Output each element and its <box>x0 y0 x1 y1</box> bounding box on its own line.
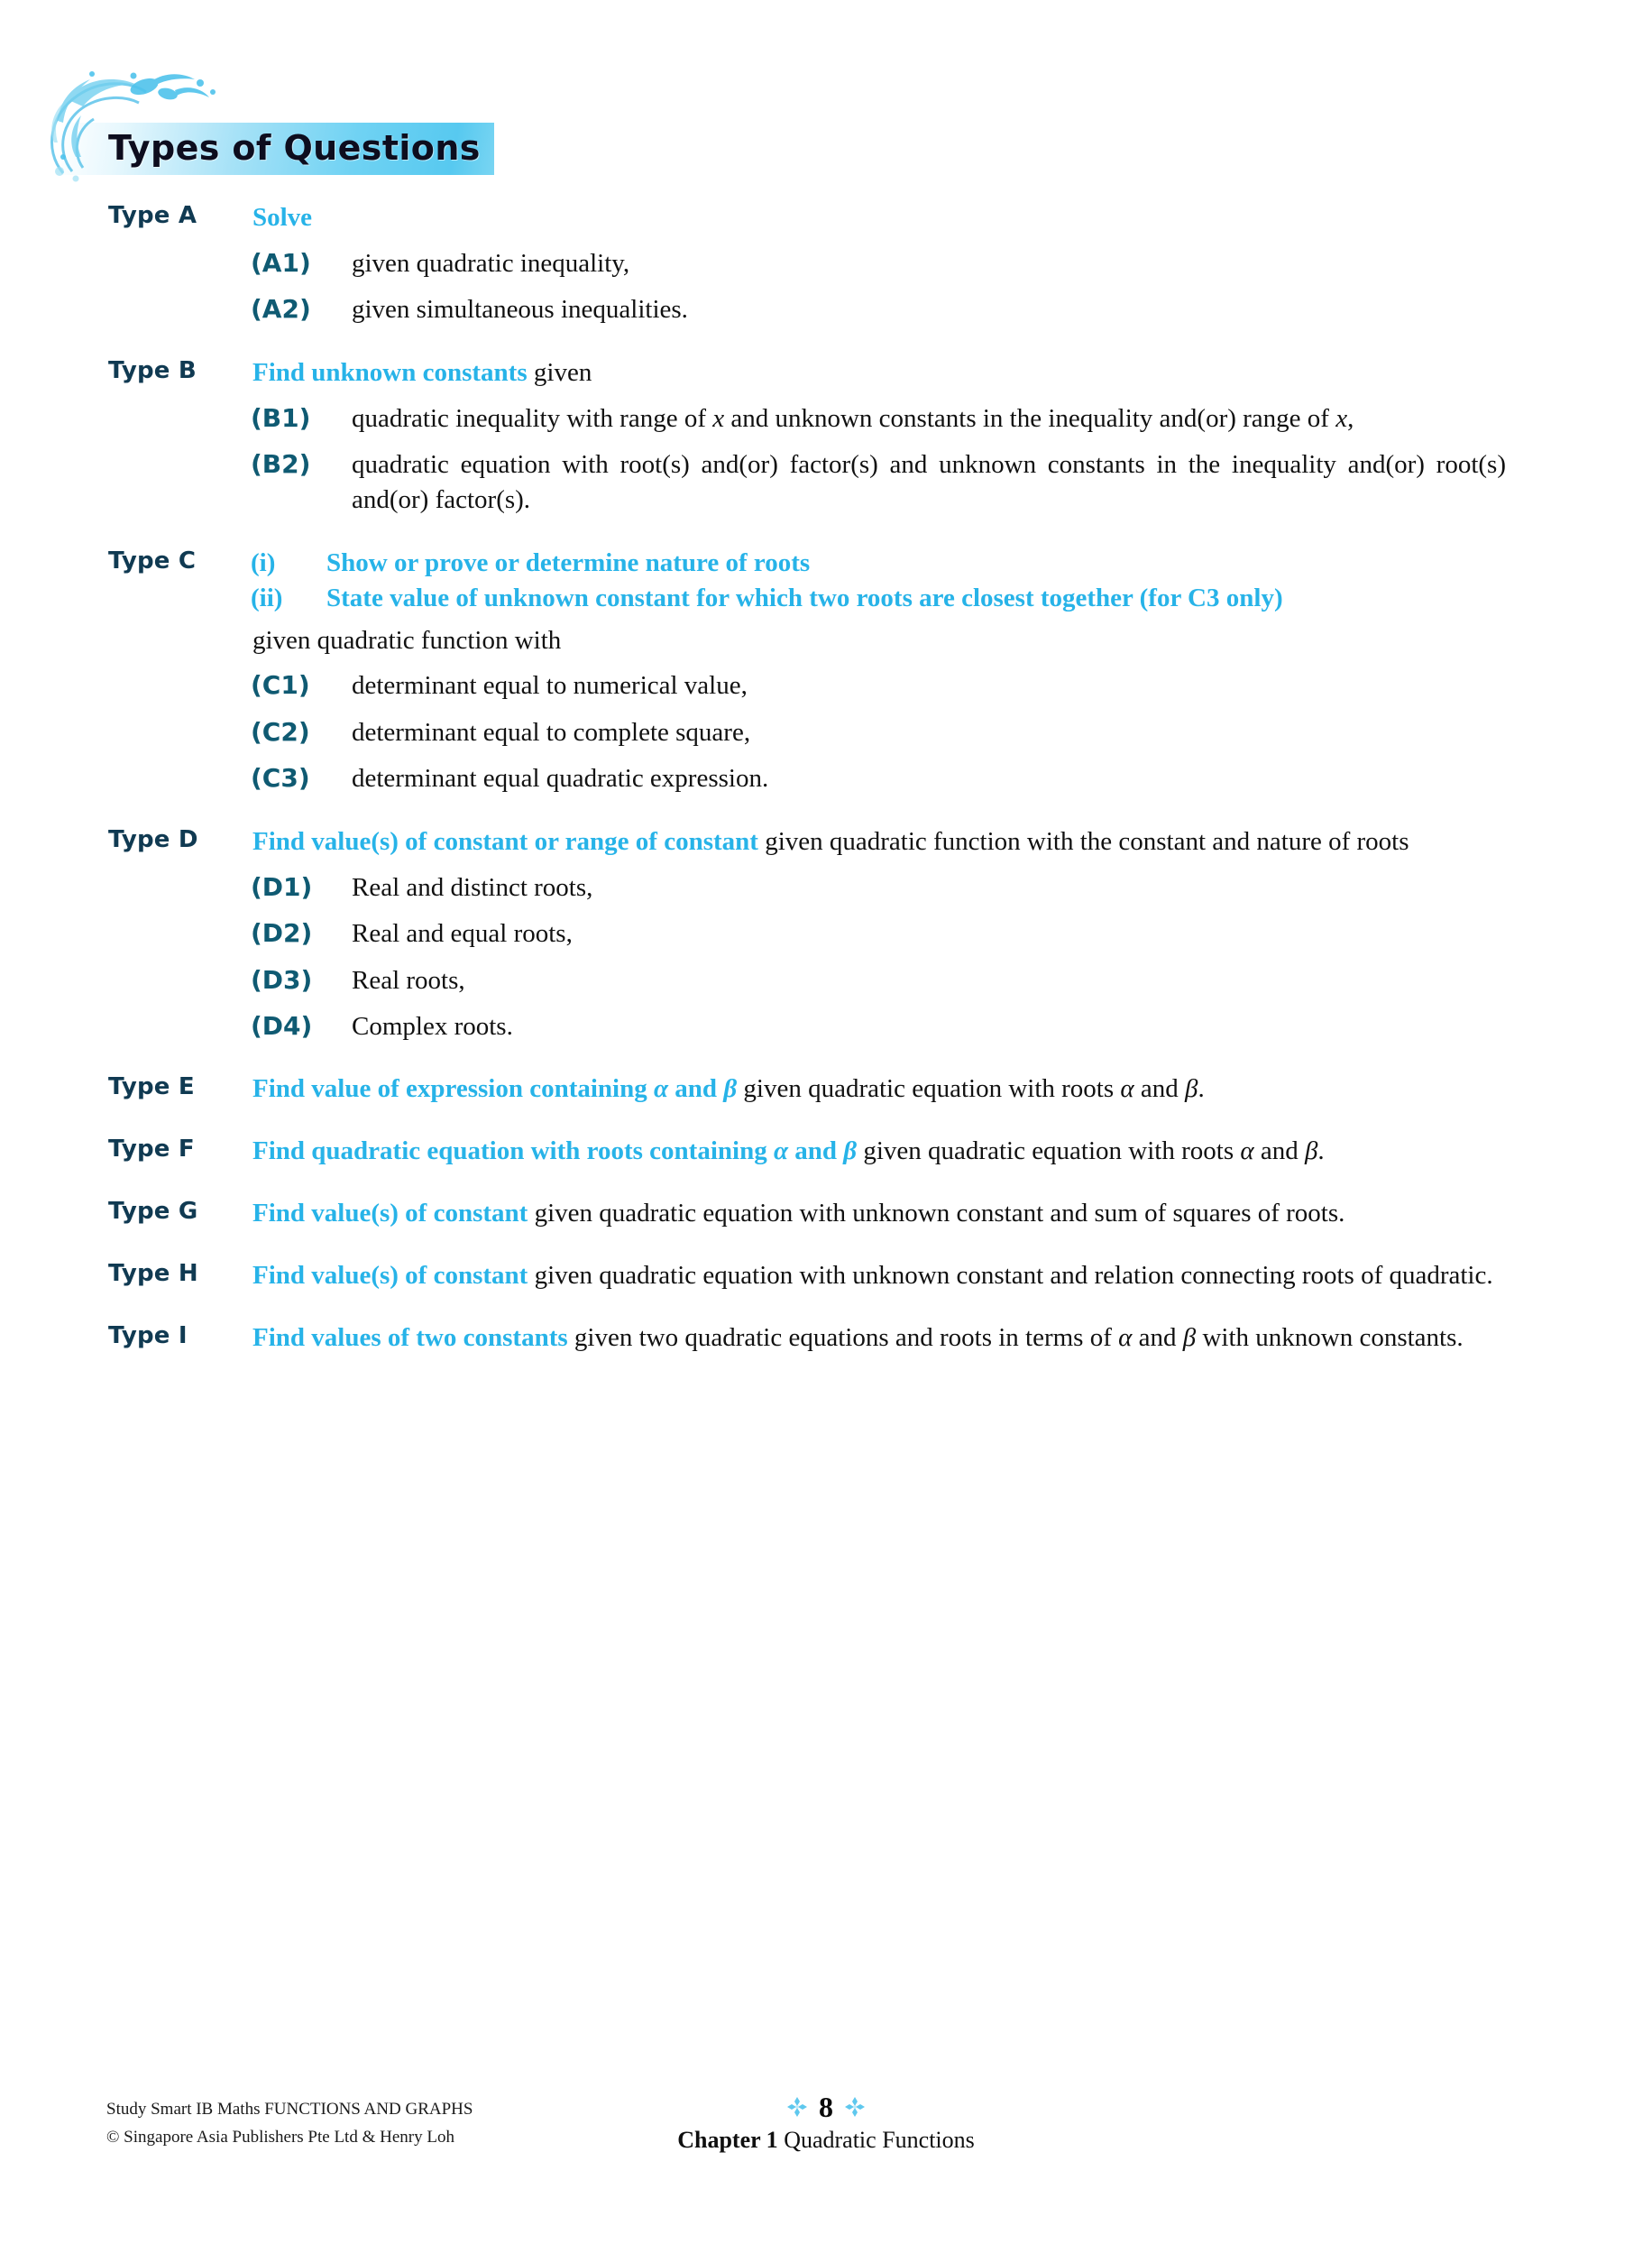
banner-title: Types of Questions <box>108 128 481 168</box>
sub-item-text-d1: Real and distinct roots, <box>352 872 593 902</box>
type-heading-row-g <box>0 1196 1652 1231</box>
type-heading-b <box>252 355 1506 391</box>
page-number-row <box>0 2089 1652 2125</box>
alpha-symbol-f: α <box>773 1136 788 1166</box>
type-label-b: Type B <box>108 356 197 384</box>
alpha-symbol-e: α <box>654 1074 669 1104</box>
diamond-cluster-icon-right <box>844 2096 866 2118</box>
spacer <box>0 1293 1652 1320</box>
roman-row-c-ii <box>252 581 1506 616</box>
type-heading-cyan-e-pre: Find value of expression containing <box>252 1074 654 1104</box>
sub-item-c2 <box>0 715 1652 750</box>
type-heading-f <box>252 1134 1506 1169</box>
type-heading-row-b <box>0 355 1652 391</box>
type-label-e: Type E <box>108 1073 195 1101</box>
sub-item-code-b1: (B1) <box>251 402 311 433</box>
sub-item-text-a1: given quadratic inequality, <box>352 248 630 278</box>
sub-item-code-d2: (D2) <box>251 918 313 949</box>
roman-text-c-ii: State value of unknown constant for which two roots are closest together (for C3 only) <box>326 583 1283 612</box>
type-heading-cyan-f-pre: Find quadratic equation with roots containing <box>252 1136 774 1166</box>
type-heading-black-e: given quadratic equation with roots α and β. <box>737 1074 1205 1104</box>
type-label-c: Type C <box>108 547 197 575</box>
spacer <box>0 519 1652 546</box>
type-label-h: Type H <box>108 1259 198 1287</box>
page-number: 8 <box>819 2090 833 2123</box>
section-banner <box>36 110 494 180</box>
type-label-d: Type D <box>108 825 198 853</box>
sub-item-d4 <box>0 1009 1652 1044</box>
sub-item-d2 <box>0 916 1652 952</box>
type-block-e <box>0 1071 1652 1107</box>
sub-item-text-d2: Real and equal roots, <box>352 919 573 949</box>
type-block-i <box>0 1320 1652 1356</box>
sub-item-a1 <box>0 246 1652 281</box>
type-heading-cyan-i: Find values of two constants <box>252 1322 568 1352</box>
type-heading-row-d <box>0 824 1652 860</box>
beta-symbol-f: β <box>843 1136 858 1166</box>
type-heading-cyan-d: Find value(s) of constant or range of constant <box>252 826 758 856</box>
roman-code-c-i: (i) <box>251 547 276 577</box>
footer-chapter-title: Quadratic Functions <box>784 2127 975 2153</box>
sub-item-code-a1: (A1) <box>251 247 311 278</box>
spacer <box>0 1169 1652 1196</box>
type-heading-g <box>252 1196 1506 1231</box>
footer-center <box>0 2089 1652 2154</box>
sub-item-c3 <box>0 761 1652 796</box>
sub-item-d1 <box>0 870 1652 906</box>
type-heading-d <box>252 824 1506 860</box>
type-heading-cyan-a: Solve <box>252 203 313 232</box>
footer-book-line: Study Smart IB Maths FUNCTIONS AND GRAPHS <box>106 2100 473 2119</box>
sub-item-text-a2: given simultaneous inequalities. <box>352 295 688 325</box>
sub-item-code-d3: (D3) <box>251 964 313 995</box>
type-heading-black-b: given <box>527 357 592 387</box>
sub-item-b2 <box>0 447 1652 519</box>
beta-symbol-e: β <box>723 1074 738 1104</box>
type-label-f: Type F <box>108 1136 195 1163</box>
sub-item-code-c2: (C2) <box>251 716 310 747</box>
sub-item-c1 <box>0 668 1652 704</box>
sub-item-text-b1: quadratic inequality with range of x and unknown constants in the inequality and(or) range of x, <box>352 403 1354 433</box>
type-heading-black-g: given quadratic equation with unknown constant and sum of squares of roots. <box>528 1199 1345 1228</box>
type-heading-black-f: given quadratic equation with roots α and β. <box>857 1136 1325 1166</box>
type-continuation-c: given quadratic function with <box>252 625 562 655</box>
type-block-g <box>0 1196 1652 1231</box>
type-heading-cyan-h: Find value(s) of constant <box>252 1260 528 1290</box>
type-heading-row-a <box>0 200 1652 235</box>
roman-row-c-i <box>252 546 1506 581</box>
type-heading-row-e <box>0 1071 1652 1107</box>
sub-item-text-d4: Complex roots. <box>352 1011 513 1041</box>
type-heading-black-h: given quadratic equation with unknown constant and relation connecting roots of quadratic. <box>528 1260 1493 1290</box>
type-heading-cyan-g: Find value(s) of constant <box>252 1199 528 1228</box>
footer-chapter-line <box>0 2127 1652 2154</box>
sub-item-d3 <box>0 963 1652 998</box>
type-label-g: Type G <box>108 1198 198 1226</box>
sub-item-code-d4: (D4) <box>251 1010 313 1041</box>
sub-item-code-c3: (C3) <box>251 763 310 794</box>
type-block-f <box>0 1134 1652 1169</box>
type-heading-black-d: given quadratic function with the constant and nature of roots <box>757 826 1409 856</box>
sub-item-text-c3: determinant equal quadratic expression. <box>352 764 769 794</box>
sub-item-code-b2: (B2) <box>251 449 311 480</box>
sub-item-text-c2: determinant equal to complete square, <box>352 717 751 747</box>
sub-item-text-d3: Real roots, <box>352 965 465 995</box>
sub-item-b1 <box>0 401 1652 437</box>
type-heading-h <box>252 1258 1506 1293</box>
spacer <box>0 1231 1652 1258</box>
type-block-a <box>0 200 1652 328</box>
type-heading-row-i <box>0 1320 1652 1356</box>
type-heading-e <box>252 1071 1506 1107</box>
question-types-list <box>0 200 1652 1356</box>
type-block-h <box>0 1258 1652 1293</box>
type-heading-row-c <box>0 546 1652 616</box>
sub-item-text-b2: quadratic equation with root(s) and(or) factor(s) and unknown constants in the inequality and(or) root(s) and(or) factor(s). <box>352 450 1506 515</box>
type-block-c <box>0 546 1652 797</box>
type-block-d <box>0 824 1652 1045</box>
sub-item-code-a2: (A2) <box>251 294 311 325</box>
type-heading-black-i: given two quadratic equations and roots in terms of α and β with unknown constants. <box>567 1322 1464 1352</box>
type-heading-row-f <box>0 1134 1652 1169</box>
page-footer <box>0 2089 1652 2197</box>
footer-chapter-number: Chapter 1 <box>677 2127 778 2153</box>
type-heading-i <box>252 1320 1506 1356</box>
type-heading-cyan-e-mid: and <box>668 1074 724 1104</box>
type-label-a: Type A <box>108 202 197 229</box>
type-block-b <box>0 355 1652 519</box>
sub-item-text-c1: determinant equal to numerical value, <box>352 671 748 701</box>
diamond-cluster-icon-left <box>786 2096 808 2118</box>
spacer <box>0 1107 1652 1134</box>
sub-item-code-d1: (D1) <box>251 871 313 902</box>
roman-text-c-i: Show or prove or determine nature of roots <box>326 547 811 577</box>
spacer <box>0 328 1652 355</box>
roman-code-c-ii: (ii) <box>251 583 283 612</box>
spacer <box>0 797 1652 824</box>
spacer <box>0 1044 1652 1071</box>
type-heading-a <box>252 200 1506 235</box>
sub-item-code-c1: (C1) <box>251 670 310 701</box>
sub-item-a2 <box>0 292 1652 327</box>
type-label-i: Type I <box>108 1321 188 1349</box>
type-heading-cyan-f-mid: and <box>788 1136 844 1166</box>
type-heading-cyan-b: Find unknown constants <box>252 357 528 387</box>
footer-copyright-line: © Singapore Asia Publishers Pte Ltd & Henry Loh <box>106 2127 454 2147</box>
type-heading-row-h <box>0 1258 1652 1293</box>
